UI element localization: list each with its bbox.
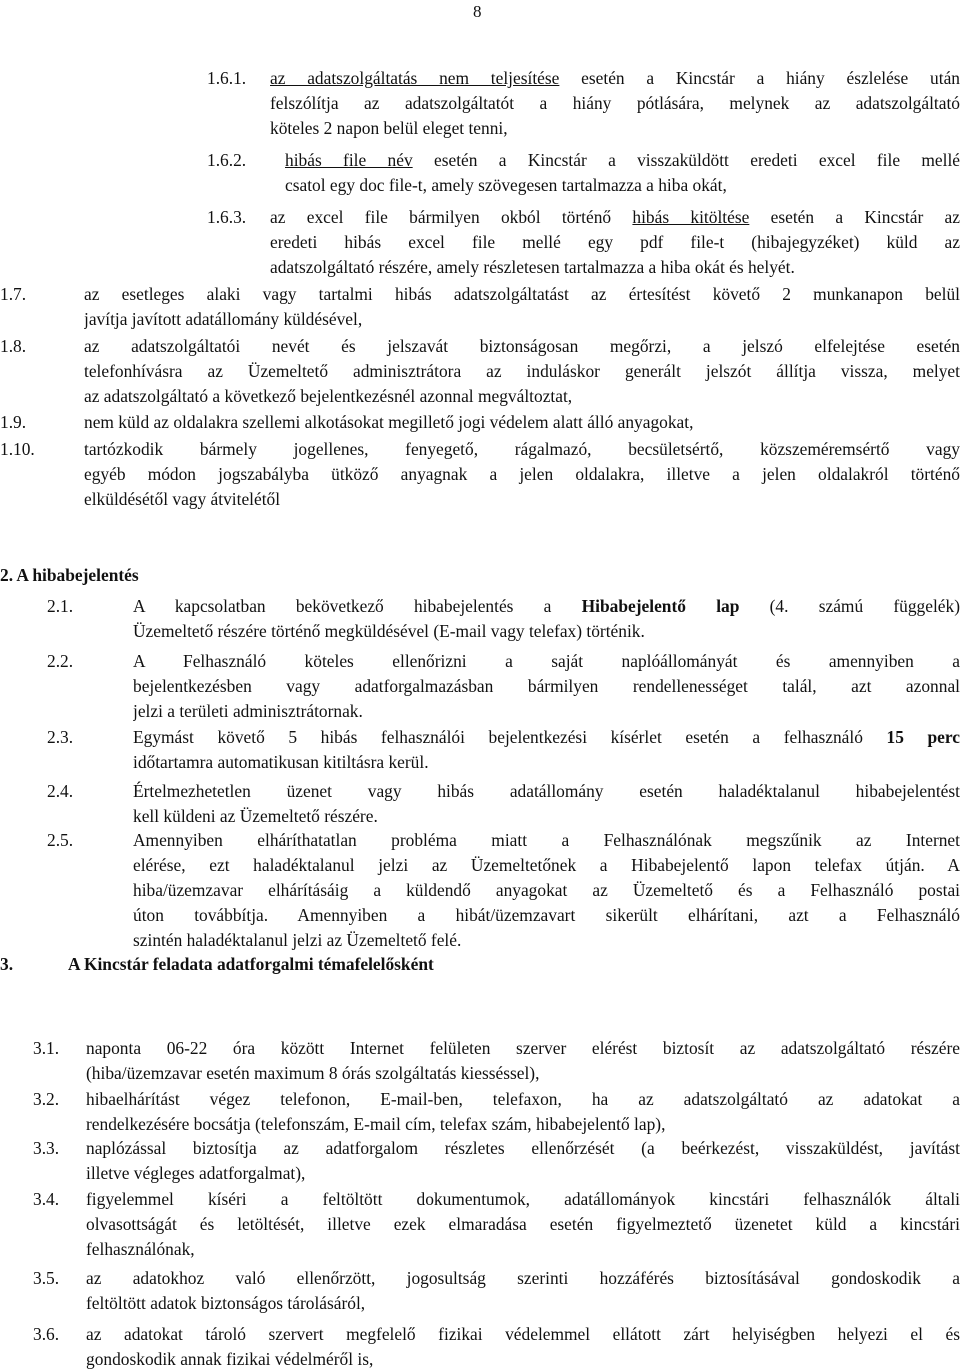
text-run: esetén a Kincstár a hiány észlelése után	[559, 68, 960, 88]
text-line	[133, 779, 960, 804]
text-line	[86, 1061, 960, 1086]
text-run: az adatokat tároló szervert megfelelő fizikai védelemmel ellátott zárt helyiségben helyezi el és	[86, 1324, 960, 1344]
item-text	[133, 725, 960, 775]
text-run: időtartamra automatikusan kitiltásra kerül.	[133, 752, 429, 772]
text-line	[84, 410, 960, 435]
text-line	[133, 649, 960, 674]
emphasized-text: hibás kitöltése	[632, 207, 749, 227]
item-number: 3.6.	[33, 1322, 59, 1347]
item-number: 2.2.	[47, 649, 73, 674]
text-run: olvasottságát és letöltését, illetve ezek elmaradása esetén figyelmeztető üzenetet küld a kincstári	[86, 1214, 960, 1234]
text-run: javítja javított adatállomány küldésével,	[84, 309, 362, 329]
text-line	[84, 334, 960, 359]
item-number: 2.4.	[47, 779, 73, 804]
item-number: 3.4.	[33, 1187, 59, 1212]
section-3-heading: A Kincstár feladata adatforgalmi témafelelősként	[68, 954, 434, 975]
emphasized-text: az adatszolgáltatás nem teljesítése	[270, 68, 559, 88]
text-line	[86, 1347, 960, 1372]
item-number: 2.1.	[47, 594, 73, 619]
text-run: az adatszolgáltatói nevét és jelszavát biztonságosan megőrzi, a jelszó elfelejtése esetén	[84, 336, 960, 356]
item-text	[86, 1187, 960, 1262]
item-text	[285, 148, 960, 198]
item-number: 1.6.2.	[207, 148, 246, 173]
item-number: 1.10.	[0, 437, 35, 462]
text-run: csatol egy doc file-t, amely szövegesen tartalmazza a hiba okát,	[285, 175, 727, 195]
item-number: 2.3.	[47, 725, 73, 750]
text-run: esetén a Kincstár az	[749, 207, 960, 227]
item-text	[84, 437, 960, 512]
text-line	[84, 359, 960, 384]
text-run: rendelkezésére bocsátja (telefonszám, E-mail cím, telefax szám, hibabejelentő lap),	[86, 1114, 665, 1134]
text-run: (hiba/üzemzavar esetén maximum 8 órás szolgáltatás kiesséssel),	[86, 1063, 539, 1083]
text-run: gondoskodik annak fizikai védelméről is,	[86, 1349, 373, 1369]
text-line	[133, 750, 960, 775]
list-item	[0, 66, 960, 141]
text-run: Amennyiben elháríthatatlan probléma miatt a Felhasználónak megszűnik az Internet	[133, 830, 960, 850]
text-run: az excel file bármilyen okból történő	[270, 207, 632, 227]
text-run: hibaelhárítást végez telefonon, E-mail-ben, telefaxon, ha az adatszolgáltató az adatokat a	[86, 1089, 960, 1109]
text-run: (4. számú függelék)	[739, 596, 960, 616]
item-number: 1.8.	[0, 334, 26, 359]
text-run: jelzi a területi adminisztrátornak.	[133, 701, 363, 721]
item-text	[133, 779, 960, 829]
item-text	[86, 1266, 960, 1316]
list-item	[0, 1266, 960, 1316]
text-run: figyelemmel kíséri a feltöltött dokumentumok, adatállományok kincstári felhasználók általi	[86, 1189, 960, 1209]
text-line	[86, 1187, 960, 1212]
list-item	[0, 437, 960, 512]
item-text	[86, 1087, 960, 1137]
list-item	[0, 828, 960, 953]
emphasized-text: hibás file név	[285, 150, 413, 170]
item-number: 3.5.	[33, 1266, 59, 1291]
list-item	[0, 205, 960, 280]
item-text	[86, 1136, 960, 1186]
text-run: Üzemeltető részére történő megküldésével (E-mail vagy telefax) történik.	[133, 621, 645, 641]
text-line	[84, 282, 960, 307]
list-item	[0, 1087, 960, 1137]
emphasized-text: Hibabejelentő lap	[582, 596, 740, 616]
item-text	[86, 1036, 960, 1086]
item-number: 1.6.3.	[207, 205, 246, 230]
item-text	[133, 649, 960, 724]
list-item	[0, 410, 960, 435]
text-run: adatszolgáltató részére, amely részletesen tartalmazza a hiba okát és helyét.	[270, 257, 795, 277]
text-run: telefonhívásra az Üzemeltető adminisztrátora az induláskor generált jelszót állítja vissza, melyet	[84, 361, 960, 381]
item-number: 3.2.	[33, 1087, 59, 1112]
item-text	[84, 282, 960, 332]
item-text	[133, 594, 960, 644]
text-run: esetén a Kincstár a visszaküldött eredeti excel file mellé	[413, 150, 960, 170]
text-run: felszólítja az adatszolgáltatót a hiány pótlására, melynek az adatszolgáltató	[270, 93, 960, 113]
item-number: 1.6.1.	[207, 66, 246, 91]
text-line	[86, 1161, 960, 1186]
text-line	[133, 674, 960, 699]
text-run: felhasználónak,	[86, 1239, 195, 1259]
text-line	[133, 619, 960, 644]
text-run: feltöltött adatok biztonságos tárolásáról,	[86, 1293, 365, 1313]
section-2-heading: 2. A hibabejelentés	[0, 565, 139, 586]
text-line	[86, 1212, 960, 1237]
text-line	[285, 173, 960, 198]
text-line	[86, 1136, 960, 1161]
text-run: kell küldeni az Üzemeltető részére.	[133, 806, 378, 826]
text-line	[84, 384, 960, 409]
item-text	[133, 828, 960, 953]
text-line	[86, 1036, 960, 1061]
text-line	[86, 1237, 960, 1262]
text-run: tartózkodik bármely jogellenes, fenyegető, rágalmazó, becsületsértő, közszeméremsértő vagy	[84, 439, 960, 459]
text-run: A kapcsolatban bekövetkező hibabejelentés a	[133, 596, 582, 616]
text-run: bejelentkezésben vagy adatforgalmazásban bármilyen rendellenességet talál, azt azonnal	[133, 676, 960, 696]
item-text	[270, 66, 960, 141]
text-run: az adatokhoz való ellenőrzött, jogosultság szerinti hozzáférés biztosításával gondoskodik a	[86, 1268, 960, 1288]
text-line	[133, 828, 960, 853]
text-line	[285, 148, 960, 173]
item-number: 2.5.	[47, 828, 73, 853]
text-run: szintén haladéktalanul jelzi az Üzemeltető felé.	[133, 930, 461, 950]
text-line	[86, 1112, 960, 1137]
text-line	[86, 1266, 960, 1291]
text-run: úton továbbítja. Amennyiben a hibát/üzemzavart sikerült elhárítani, azt a Felhasználó	[133, 905, 960, 925]
item-text	[84, 334, 960, 409]
text-line	[270, 66, 960, 91]
text-line	[270, 116, 960, 141]
text-run: elküldésétől vagy átvitelétől	[84, 489, 280, 509]
list-item	[0, 649, 960, 724]
list-item	[0, 1322, 960, 1372]
text-run: hiba/üzemzavar elhárításáig a küldendő anyagokat az Üzemeltető és a Felhasználó postai	[133, 880, 960, 900]
item-number: 1.7.	[0, 282, 26, 307]
list-item	[0, 148, 960, 198]
list-item	[0, 1187, 960, 1262]
text-run: egyéb módon jogszabályba ütköző anyagnak a jelen oldalakra, illetve a jelen oldalakról történő	[84, 464, 960, 484]
list-item	[0, 779, 960, 829]
item-number: 3.3.	[33, 1136, 59, 1161]
item-text	[270, 205, 960, 280]
item-number: 3.1.	[33, 1036, 59, 1061]
text-run: nem küld az oldalakra szellemi alkotásokat megillető jogi védelem alatt álló anyagokat,	[84, 412, 693, 432]
text-line	[133, 699, 960, 724]
list-item	[0, 1036, 960, 1086]
text-line	[86, 1291, 960, 1316]
text-line	[133, 725, 960, 750]
item-number: 1.9.	[0, 410, 26, 435]
text-line	[133, 878, 960, 903]
text-line	[133, 903, 960, 928]
text-line	[270, 230, 960, 255]
text-run: eredeti hibás excel file mellé egy pdf file-t (hibajegyzéket) küld az	[270, 232, 960, 252]
section-3-heading-number: 3.	[0, 954, 13, 975]
text-run: Értelmezhetetlen üzenet vagy hibás adatállomány esetén haladéktalanul hibabejelentést	[133, 781, 960, 801]
item-text	[84, 410, 960, 435]
text-line	[84, 437, 960, 462]
text-line	[133, 804, 960, 829]
text-run: az adatszolgáltató a következő bejelentkezésnél azonnal megváltoztat,	[84, 386, 572, 406]
item-text	[86, 1322, 960, 1372]
text-line	[86, 1087, 960, 1112]
text-run: köteles 2 napon belül eleget tenni,	[270, 118, 508, 138]
emphasized-text: 15 perc	[887, 727, 960, 747]
list-item	[0, 594, 960, 644]
list-item	[0, 725, 960, 775]
text-line	[133, 594, 960, 619]
text-run: naponta 06-22 óra között Internet felületen szerver elérést biztosít az adatszolgáltató részére	[86, 1038, 960, 1058]
text-run: Egymást követő 5 hibás felhasználói bejelentkezési kísérlet esetén a felhasználó	[133, 727, 887, 747]
text-run: az esetleges alaki vagy tartalmi hibás adatszolgáltatást az értesítést követő 2 munkanapon belül	[84, 284, 960, 304]
text-run: A Felhasználó köteles ellenőrizni a saját naplóállományát és amennyiben a	[133, 651, 960, 671]
text-line	[86, 1322, 960, 1347]
page-number: 8	[473, 2, 482, 22]
text-line	[270, 255, 960, 280]
text-line	[270, 91, 960, 116]
text-line	[270, 205, 960, 230]
text-line	[84, 487, 960, 512]
list-item	[0, 1136, 960, 1186]
text-run: elérése, ezt haladéktalanul jelzi az Üzemeltetőnek a Hibabejelentő lapon telefax útján. A	[133, 855, 960, 875]
text-run: illetve végleges adatforgalmat),	[86, 1163, 305, 1183]
text-line	[133, 928, 960, 953]
text-line	[84, 462, 960, 487]
list-item	[0, 334, 960, 409]
text-run: naplózással biztosítja az adatforgalom részletes ellenőrzését (a beérkezést, visszaküldést, javítást	[86, 1138, 960, 1158]
list-item	[0, 282, 960, 332]
text-line	[84, 307, 960, 332]
text-line	[133, 853, 960, 878]
